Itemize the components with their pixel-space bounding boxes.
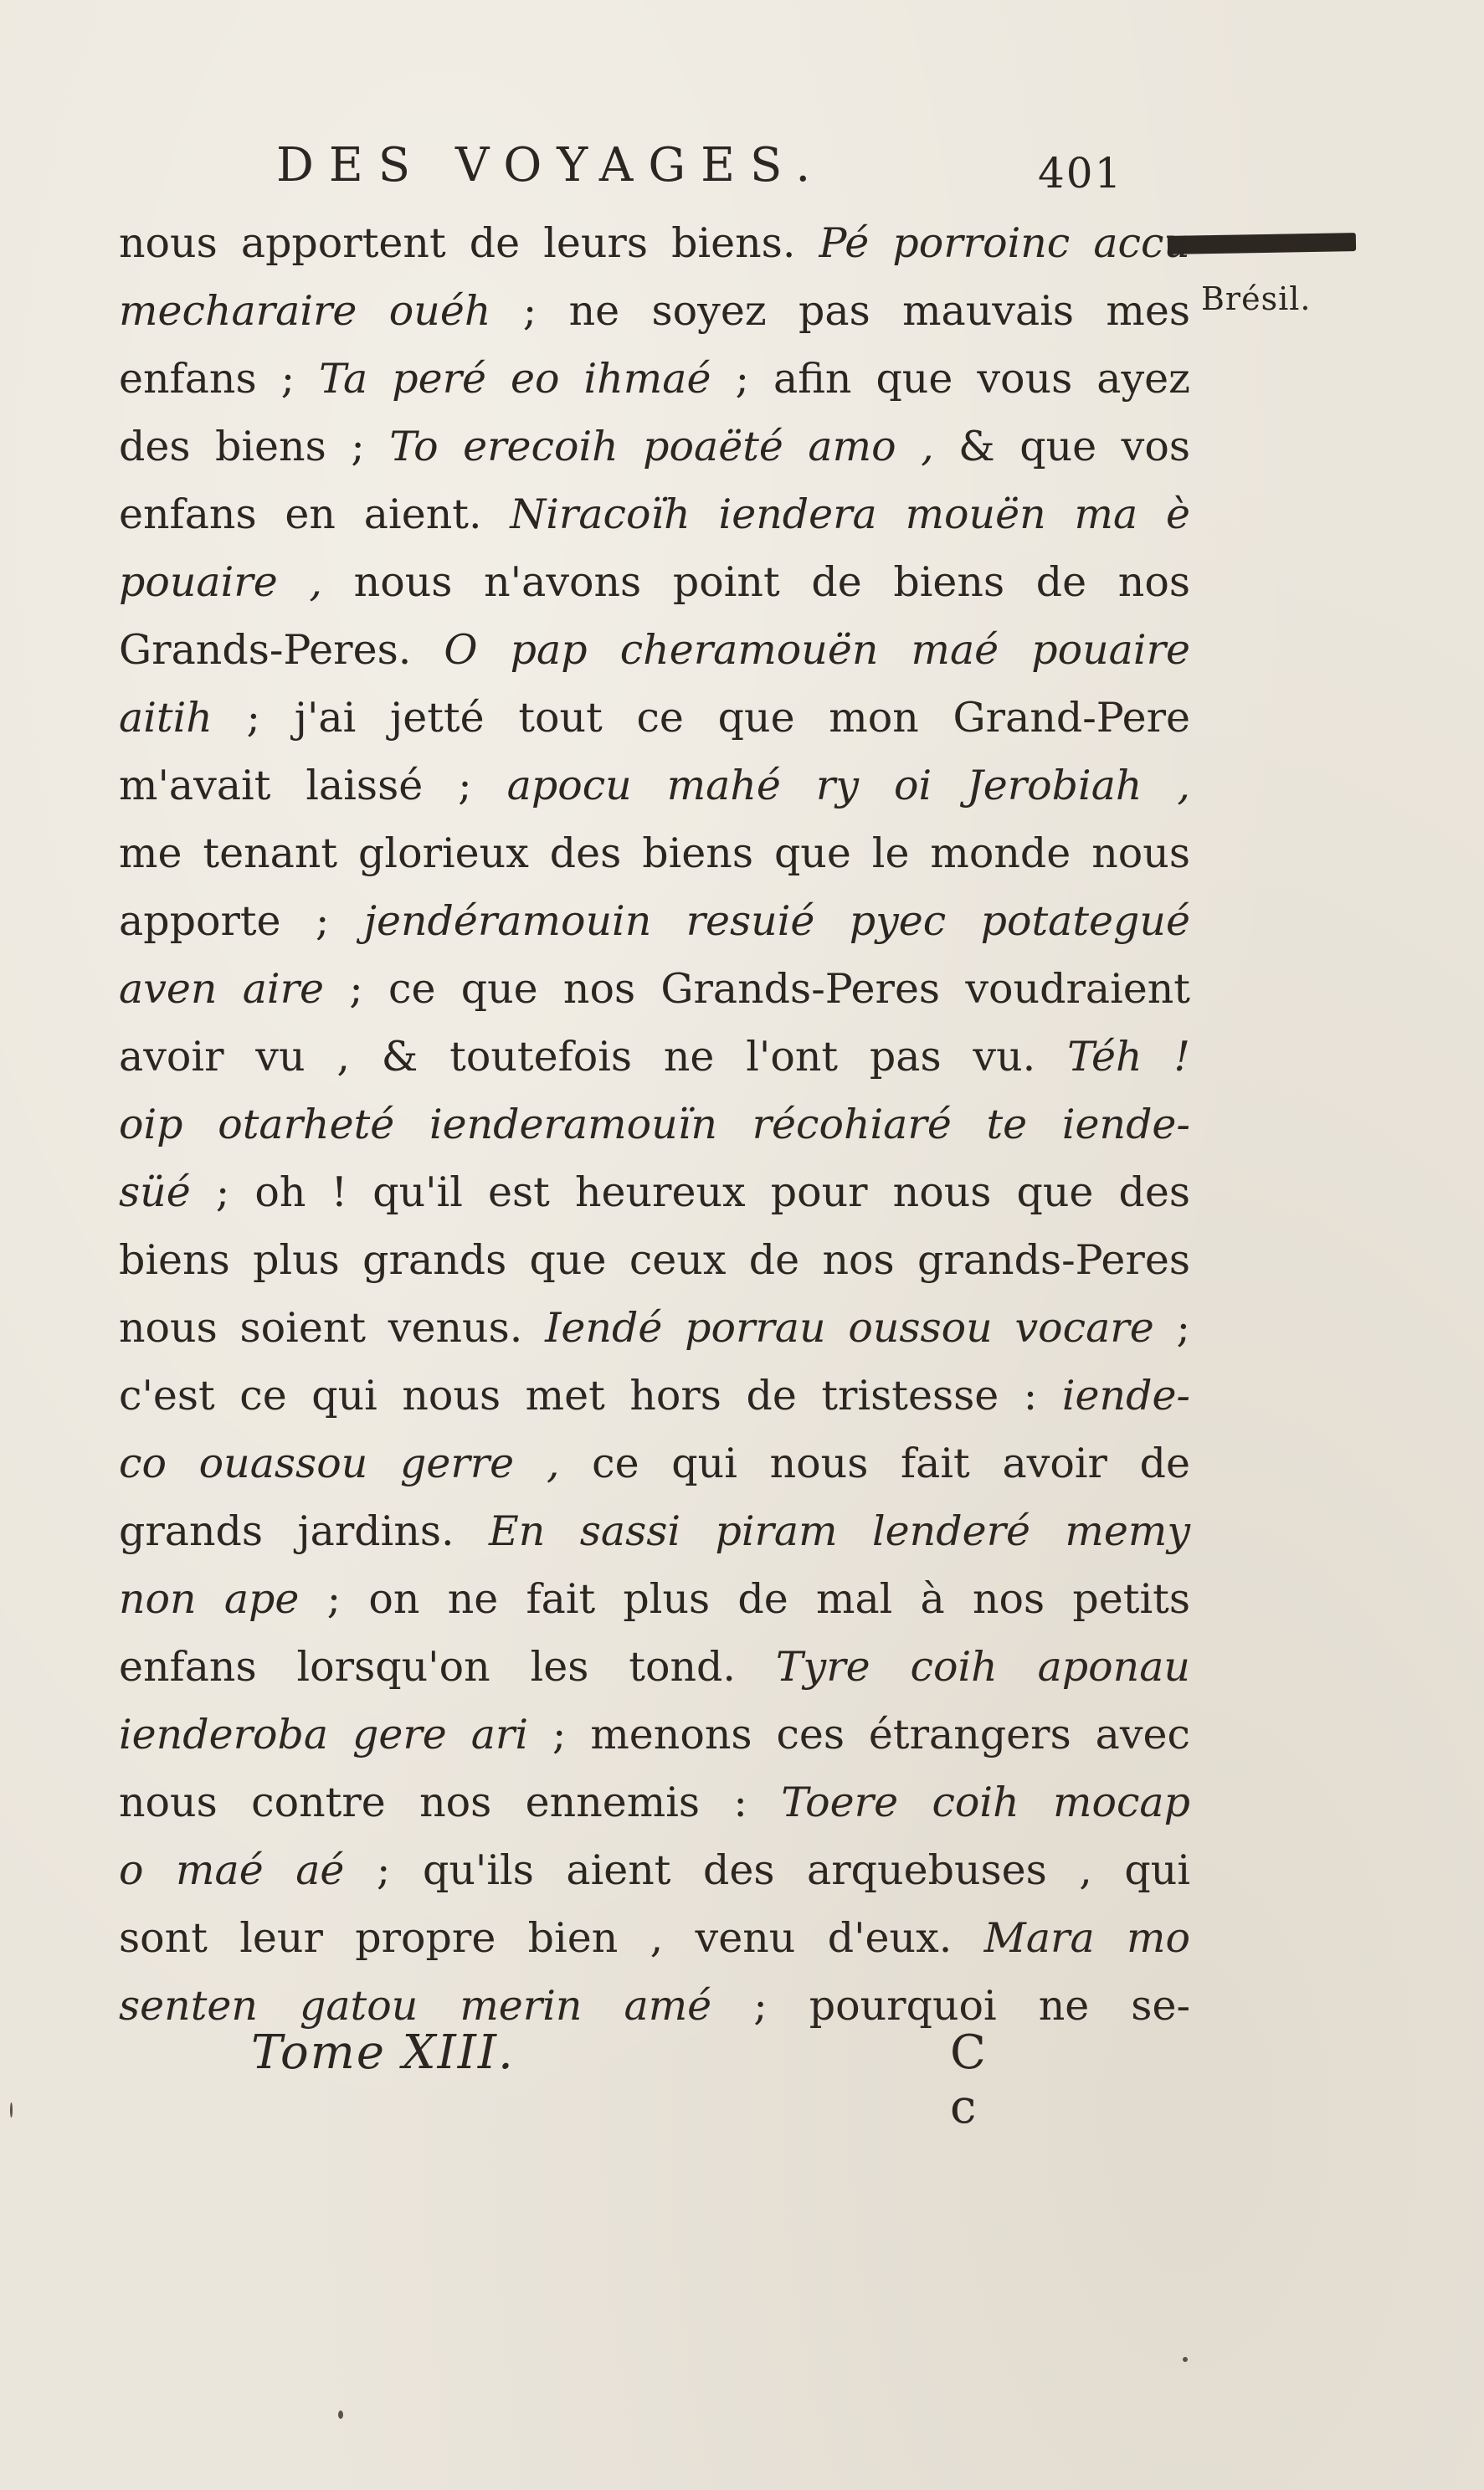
text-line [119, 1362, 1190, 1430]
french-text: c'est ce qui nous met hors de tristesse : [119, 1372, 1062, 1420]
french-text: biens plus grands que ceux de nos grands-Peres [119, 1236, 1190, 1284]
french-text: enfans en aient. [119, 490, 511, 538]
french-text: Grands-Peres. [119, 626, 444, 674]
page-number: 401 [1038, 149, 1123, 198]
french-text: ; oh ! qu'il est heureux pour nous que des [190, 1168, 1190, 1216]
text-line [119, 1836, 1190, 1904]
margin-rule [1168, 233, 1356, 254]
tupi-phrase: non ape [119, 1575, 300, 1623]
french-text: avoir vu , & toutefois ne l'ont pas vu. [119, 1033, 1068, 1081]
tupi-phrase: co ouassou gerre , [119, 1440, 560, 1487]
tupi-phrase: aven aire [119, 965, 325, 1013]
text-line [119, 1158, 1190, 1226]
tupi-phrase: Toere coih mocap [781, 1779, 1190, 1826]
running-title: DES VOYAGES. [276, 138, 826, 193]
text-line [119, 684, 1190, 752]
text-line [119, 819, 1190, 887]
text-line [119, 548, 1190, 616]
french-text: me tenant glorieux des biens que le monde nous [119, 829, 1190, 877]
text-line [119, 955, 1190, 1023]
french-text: ; j'ai jetté tout ce que mon Grand-Pere [212, 694, 1190, 742]
volume-label: Tome XIII. [251, 2025, 515, 2080]
text-line [119, 1633, 1190, 1701]
french-text: & que vos [933, 423, 1190, 470]
tupi-phrase: Iendé porrau oussou vocare [545, 1304, 1154, 1352]
french-text: nous n'avons point de biens de nos [321, 558, 1190, 606]
french-text: grands jardins. [119, 1507, 490, 1555]
french-text: sont leur propre bien , venu d'eux. [119, 1914, 984, 1962]
tupi-phrase: jendéramouin resuié pyec potategué [363, 897, 1190, 945]
tupi-phrase: Téh ! [1067, 1033, 1190, 1081]
tupi-phrase: ienderoba gere ari [119, 1711, 528, 1758]
text-line [119, 413, 1190, 480]
text-line [119, 1701, 1190, 1769]
tupi-phrase: Mara mo [983, 1914, 1190, 1962]
text-line [119, 1497, 1190, 1565]
text-line [119, 1430, 1190, 1497]
text-line [119, 616, 1190, 684]
french-text: nous soient venus. [119, 1304, 546, 1352]
text-line [119, 345, 1190, 413]
margin-note: Brésil. [1201, 280, 1312, 317]
tupi-phrase: O pap cheramouën maé pouaire [444, 626, 1190, 674]
text-line [119, 1769, 1190, 1836]
tupi-phrase: Ta peré eo ihmaé [319, 355, 711, 403]
text-line [119, 277, 1190, 345]
french-text: ; ne soyez pas mauvais mes [490, 287, 1190, 335]
text-line [119, 1565, 1190, 1633]
french-text: enfans ; [119, 355, 320, 403]
french-text: ; qu'ils aient des arquebuses , qui [344, 1846, 1190, 1894]
text-line [119, 887, 1190, 955]
french-text: ; afin que vous ayez [711, 355, 1190, 403]
french-text: enfans lorsqu'on les tond. [119, 1643, 776, 1691]
text-line [119, 209, 1190, 277]
tupi-phrase: En sassi piram lenderé memy [489, 1507, 1190, 1555]
paper-speck [10, 2102, 13, 2118]
french-text: nous contre nos ennemis : [119, 1779, 782, 1826]
tupi-phrase: Niracoïh iendera mouën ma è [510, 490, 1190, 538]
french-text: ; [1153, 1304, 1190, 1352]
signature-mark: C c [950, 2025, 993, 2134]
french-text: apporte ; [119, 897, 364, 945]
tupi-phrase: pouaire , [119, 558, 322, 606]
french-text: ; ce que nos Grands-Peres voudraient [324, 965, 1190, 1013]
tupi-phrase: apocu mahé ry oi Jerobiah , [506, 762, 1191, 809]
french-text: des biens ; [119, 423, 390, 470]
tupi-phrase: oip otarheté ienderamouïn récohiaré te iende- [119, 1101, 1190, 1148]
tupi-phrase: To erecoih poaëté amo , [389, 423, 934, 470]
french-text: ; menons ces étrangers avec [528, 1711, 1190, 1758]
french-text: ; on ne fait plus de mal à nos petits [299, 1575, 1191, 1623]
tupi-phrase: Tyre coih aponau [775, 1643, 1190, 1691]
tupi-phrase: süé [119, 1168, 191, 1216]
french-text: nous apportent de leurs biens. [119, 219, 819, 267]
tupi-phrase: Pé porroinc accu [819, 219, 1190, 267]
page-footer [251, 2025, 1021, 2134]
french-text: ce qui nous fait avoir de [559, 1440, 1191, 1487]
text-line [119, 1091, 1190, 1158]
paper-speck [338, 2410, 343, 2419]
text-line [119, 1904, 1190, 1972]
tupi-phrase: o maé aé [119, 1846, 345, 1894]
tupi-phrase: aitih [119, 694, 213, 742]
french-text: ; pourquoi ne se- [711, 1982, 1191, 2030]
text-line [119, 480, 1190, 548]
text-line [119, 1226, 1190, 1294]
paper-speck [1183, 2357, 1188, 2362]
text-line [119, 1023, 1190, 1091]
text-line [119, 1294, 1190, 1362]
tupi-phrase: mecharaire ouéh [119, 287, 491, 335]
tupi-phrase: iende- [1061, 1372, 1190, 1420]
text-line [119, 752, 1190, 819]
body-text [119, 209, 1190, 2040]
tupi-phrase: senten gatou merin amé [119, 1982, 712, 2030]
french-text: m'avait laissé ; [119, 762, 507, 809]
